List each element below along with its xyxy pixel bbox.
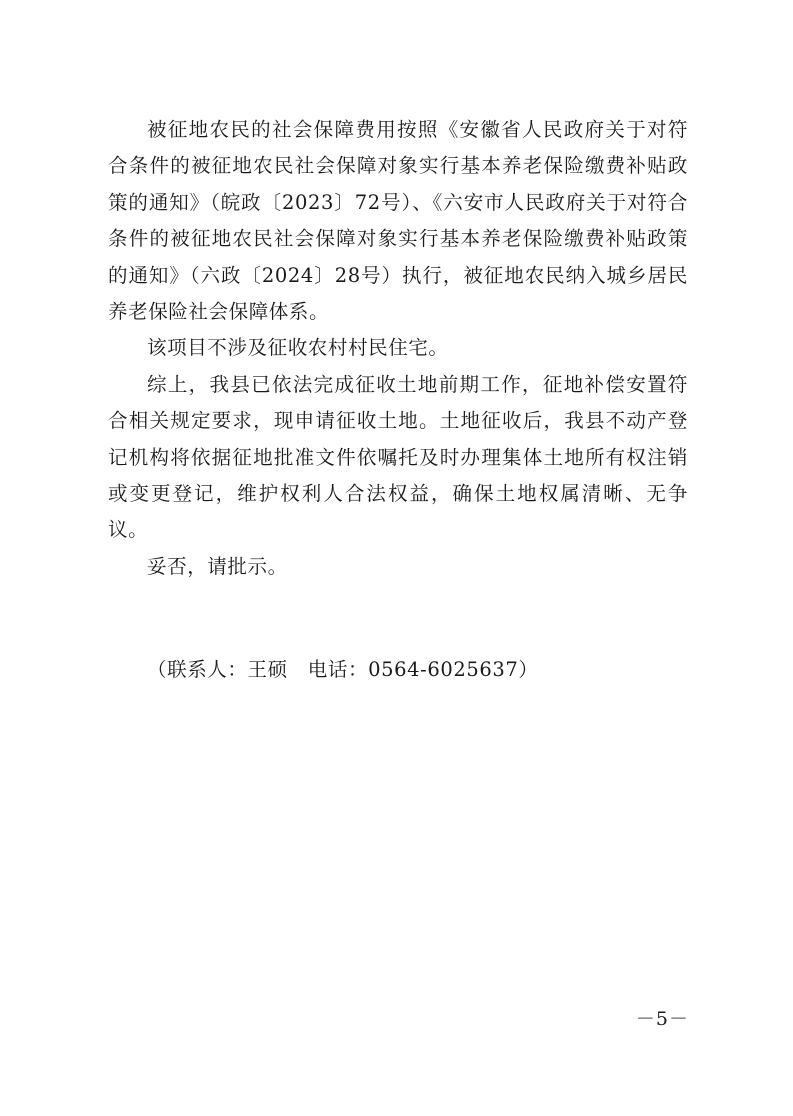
paragraph-social-security: 被征地农民的社会保障费用按照《安徽省人民政府关于对符合条件的被征地农民社会保障对象实行基本养老保险缴费补贴政策的通知》（皖政〔2023〕72号）、《六安市人民政府关于对符合条件的被征地农民社会保障对象实行基本养老保险缴费补贴政策的通知》（六政〔2024〕28号）执行，被征地农民纳入城乡居民养老保险社会保障体系。 <box>108 118 688 324</box>
contact-line: （联系人：王硕 电话：0564-6025637） <box>147 658 539 681</box>
paragraph-no-housing: 该项目不涉及征收农村村民住宅。 <box>147 336 449 360</box>
paragraph-request: 妥否，请批示。 <box>147 554 288 578</box>
paragraph-conclusion: 综上，我县已依法完成征收土地前期工作，征地补偿安置符合相关规定要求，现申请征收土地。土地征收后，我县不动产登记机构将依据征地批准文件依嘱托及时办理集体土地所有权注销或变更登记，维护权利人合法权益，确保土地权属清晰、无争议。 <box>108 372 688 542</box>
document-body <box>108 112 688 585</box>
page-number: －5－ <box>635 1008 689 1030</box>
